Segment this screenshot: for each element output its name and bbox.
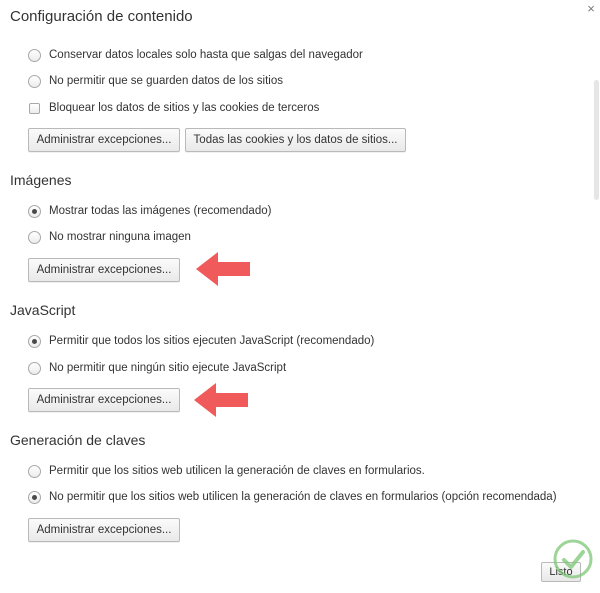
scrollbar-thumb[interactable] [594, 80, 599, 200]
radio-icon[interactable] [28, 465, 41, 478]
checkbox-block-third-party[interactable] [28, 100, 319, 116]
radio-icon[interactable] [28, 231, 41, 244]
keygen-manage-exceptions-button[interactable]: Administrar excepciones... [28, 518, 180, 542]
radio-label: No permitir que se guarden datos de los sitios [49, 75, 283, 87]
radio-keep-local-data[interactable] [28, 47, 363, 63]
radio-icon[interactable] [28, 491, 41, 504]
done-button[interactable]: Listo [541, 562, 581, 582]
key-generation-section-title: Generación de claves [10, 432, 146, 448]
radio-icon[interactable] [28, 49, 41, 62]
radio-label: Conservar datos locales solo hasta que salgas del navegador [49, 49, 363, 61]
radio-label: Permitir que todos los sitios ejecuten JavaScript (recomendado) [49, 335, 375, 347]
images-section-title: Imágenes [10, 172, 72, 188]
radio-allow-javascript[interactable] [28, 333, 374, 349]
close-icon[interactable]: × [587, 1, 595, 16]
scrollbar[interactable] [592, 20, 600, 580]
radio-icon[interactable] [28, 362, 41, 375]
radio-block-keygen[interactable] [28, 489, 557, 505]
all-cookies-button[interactable]: Todas las cookies y los datos de sitios... [185, 128, 406, 152]
radio-icon[interactable] [28, 75, 41, 88]
radio-label: No permitir que los sitios web utilicen la generación de claves en formularios (opción recomendada) [49, 491, 557, 503]
checkbox-icon[interactable] [29, 103, 40, 114]
radio-label: No mostrar ninguna imagen [49, 231, 191, 243]
radio-block-site-data[interactable] [28, 73, 283, 89]
dialog-title: Configuración de contenido [10, 8, 193, 25]
red-left-arrow-icon [192, 381, 250, 419]
radio-hide-images[interactable] [28, 229, 191, 245]
red-left-arrow-icon [194, 250, 252, 288]
radio-allow-keygen[interactable] [28, 463, 425, 479]
watermark-logo-icon [552, 538, 594, 580]
javascript-section-title: JavaScript [10, 302, 76, 318]
radio-icon[interactable] [28, 205, 41, 218]
cookies-manage-exceptions-button[interactable]: Administrar excepciones... [28, 128, 180, 152]
radio-label: Permitir que los sitios web utilicen la generación de claves en formularios. [49, 465, 425, 477]
checkbox-label: Bloquear los datos de sitios y las cookies de terceros [49, 102, 320, 114]
javascript-manage-exceptions-button[interactable]: Administrar excepciones... [28, 388, 180, 412]
radio-icon[interactable] [28, 335, 41, 348]
radio-block-javascript[interactable] [28, 360, 286, 376]
radio-label: Mostrar todas las imágenes (recomendado) [49, 205, 272, 217]
radio-show-images[interactable] [28, 203, 271, 219]
images-manage-exceptions-button[interactable]: Administrar excepciones... [28, 258, 180, 282]
radio-label: No permitir que ningún sitio ejecute JavaScript [49, 362, 287, 374]
